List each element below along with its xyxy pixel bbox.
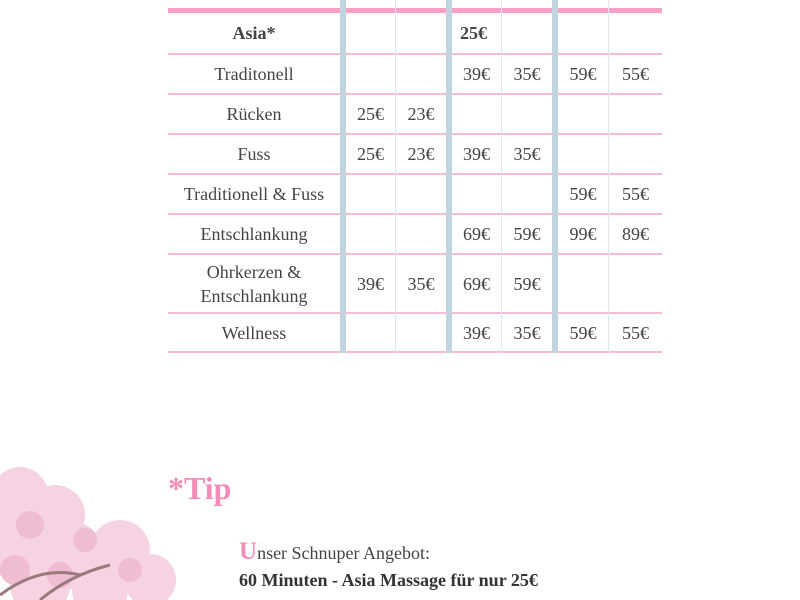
price-cell bbox=[452, 175, 501, 213]
price-cell: 55€ bbox=[622, 184, 649, 204]
column-group-separator bbox=[340, 0, 346, 353]
price-cell bbox=[558, 255, 608, 312]
table-row bbox=[168, 255, 662, 314]
price-cell: 25€ bbox=[357, 144, 384, 164]
price-cell: 39€ bbox=[463, 64, 490, 84]
column-group-separator bbox=[552, 0, 558, 353]
price-cell: 39€ bbox=[463, 322, 490, 343]
price-cell bbox=[396, 215, 446, 253]
price-cell bbox=[346, 13, 395, 53]
treatment-name: Entschlankung bbox=[200, 224, 308, 244]
column-divider bbox=[395, 0, 396, 353]
price-cell: 35€ bbox=[513, 322, 541, 343]
price-cell bbox=[396, 13, 446, 53]
price-cell: 55€ bbox=[622, 322, 649, 343]
price-cell bbox=[609, 135, 662, 173]
price-cell: 59€ bbox=[513, 273, 541, 294]
price-cell bbox=[609, 255, 662, 312]
column-group-separator bbox=[446, 0, 452, 353]
price-cell: 59€ bbox=[569, 322, 597, 343]
price-cell: 23€ bbox=[407, 144, 435, 164]
price-cell: 89€ bbox=[622, 224, 649, 244]
treatment-name: Rücken bbox=[226, 104, 282, 124]
treatment-name: Traditionell & Fuss bbox=[183, 184, 325, 204]
price-cell bbox=[396, 55, 446, 93]
column-divider bbox=[608, 0, 609, 353]
price-cell: 59€ bbox=[513, 224, 541, 244]
table-header bbox=[168, 0, 662, 13]
price-cell: 25€ bbox=[460, 23, 487, 43]
price-cell bbox=[609, 95, 662, 133]
price-cell: 69€ bbox=[463, 224, 490, 244]
price-cell bbox=[558, 13, 608, 53]
column-divider bbox=[501, 0, 502, 353]
treatment-name: Fuss bbox=[237, 144, 271, 164]
price-cell bbox=[346, 314, 395, 351]
price-cell: 35€ bbox=[407, 273, 435, 294]
price-cell: 25€ bbox=[357, 104, 384, 124]
tip-heading: *Tip bbox=[168, 470, 232, 506]
tip-offer-rest: nser Schnuper Angebot: bbox=[257, 543, 431, 563]
price-cell: 59€ bbox=[569, 64, 597, 84]
price-cell: 23€ bbox=[407, 104, 435, 124]
table-row bbox=[168, 135, 662, 175]
price-cell bbox=[346, 215, 395, 253]
price-cell: 39€ bbox=[463, 144, 490, 164]
price-cell bbox=[346, 175, 395, 213]
price-cell bbox=[609, 13, 662, 53]
treatment-name: Traditonell bbox=[214, 64, 294, 84]
table-row bbox=[168, 314, 662, 353]
price-cell bbox=[558, 95, 608, 133]
treatment-name: Asia* bbox=[232, 23, 276, 43]
table-row bbox=[168, 55, 662, 95]
price-cell bbox=[396, 175, 446, 213]
price-cell bbox=[346, 55, 395, 93]
price-cell bbox=[502, 95, 552, 133]
price-cell bbox=[502, 13, 552, 53]
price-cell bbox=[502, 175, 552, 213]
price-cell bbox=[396, 314, 446, 351]
table-row bbox=[168, 175, 662, 215]
price-cell: 59€ bbox=[569, 184, 597, 204]
table-row bbox=[168, 13, 662, 55]
table-row bbox=[168, 215, 662, 255]
tip-initial-letter: U bbox=[239, 538, 258, 565]
price-cell bbox=[558, 135, 608, 173]
price-cell: 99€ bbox=[569, 224, 597, 244]
price-cell: 39€ bbox=[357, 273, 384, 294]
treatment-name: Wellness bbox=[221, 322, 287, 343]
treatment-name: Ohrkerzen & Entschlankung bbox=[200, 261, 308, 306]
price-cell bbox=[452, 95, 501, 133]
tip-offer-text bbox=[239, 540, 430, 565]
price-cell: 35€ bbox=[513, 144, 541, 164]
price-cell: 55€ bbox=[622, 64, 649, 84]
price-cell: 69€ bbox=[463, 273, 490, 294]
table-row bbox=[168, 95, 662, 135]
tip-offer-detail: 60 Minuten - Asia Massage für nur 25€ bbox=[239, 570, 538, 590]
price-cell: 35€ bbox=[513, 64, 541, 84]
